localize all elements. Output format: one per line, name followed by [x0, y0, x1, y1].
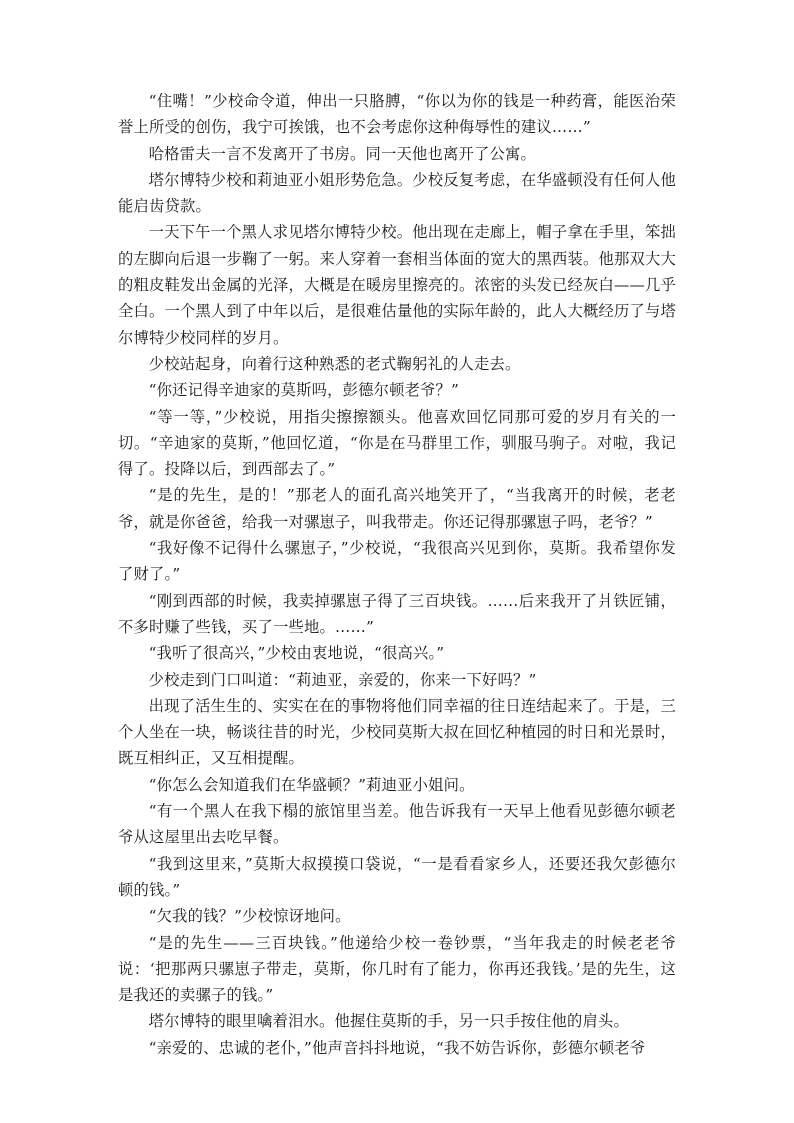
paragraph: 塔尔博特的眼里噙着泪水。他握住莫斯的手，另一只手按住他的肩头。 [148, 1012, 629, 1031]
paragraph: “住嘴！”少校命令道，伸出一只胳膊，“你以为你的钱是一种药膏，能医治荣誉上所受的创伤，我宁可挨饿，也不会考虑你这种侮辱性的建议……” [118, 92, 676, 137]
document-page [118, 88, 676, 1061]
paragraph: 塔尔博特少校和莉迪亚小姐形势危急。少校反复考虑，在华盛顿没有任何人他能启齿贷款。 [118, 170, 676, 216]
paragraph: “我听了很高兴，”少校由衷地说，“很高兴。” [148, 644, 445, 663]
paragraph: “是的先生——三百块钱。”他递给少校一卷钞票，“当年我走的时候老老爷说：‘把那两只骡崽子带走，莫斯，你几时有了能力，你再还我钱。’是的先生，这是我还的卖骡子的钱。” [118, 933, 676, 1005]
paragraph: 出现了活生生的、实实在在的事物将他们同幸福的往日连结起来了。于是，三个人坐在一块，畅谈往昔的时光，少校同莫斯大叔在回忆种植园的时日和光景时，既互相纠正，又互相提醒。 [118, 696, 676, 768]
paragraph: “我到这里来，”莫斯大叔摸摸口袋说，“一是看看家乡人，还要还我欠彭德尔顿的钱。” [118, 854, 676, 899]
paragraph: 少校走到门口叫道：“莉迪亚，亲爱的，你来一下好吗？” [148, 670, 537, 689]
paragraph: “亲爱的、忠诚的老仆，”他声音抖抖地说，“我不妨告诉你，彭德尔顿老爷 [148, 1038, 646, 1057]
paragraph: “有一个黑人在我下榻的旅馆里当差。他告诉我有一天早上他看见彭德尔顿老爷从这屋里出去吃早餐。 [118, 802, 676, 847]
paragraph: “我好像不记得什么骡崽子，”少校说，“我很高兴见到你，莫斯。我希望你发了财了。” [118, 539, 676, 584]
paragraph: 一天下午一个黑人求见塔尔博特少校。他出现在走廊上，帽子拿在手里，笨拙的左脚向后退一步鞠了一躬。来人穿着一套相当体面的宽大的黑西装。他那双大大的粗皮鞋发出金属的光泽，大概是在暖房里擦亮的。浓密的头发已经灰白——几乎全白。一个黑人到了中年以后，是很难估量他的实际年龄的，此人大概经历了与塔尔博特少校同样的岁月。 [118, 223, 676, 347]
paragraph: “等一等，”少校说，用指尖擦擦额头。他喜欢回忆同那可爱的岁月有关的一切。“辛迪家的莫斯，”他回忆道，“你是在马群里工作，驯服马驹子。对啦，我记得了。投降以后，到西部去了。” [118, 407, 676, 479]
paragraph: “你怎么会知道我们在华盛顿？”莉迪亚小姐问。 [148, 775, 475, 794]
paragraph: “是的先生，是的！”那老人的面孔高兴地笑开了，“当我离开的时候，老老爷，就是你爸爸，给我一对骡崽子，叫我带走。你还记得那骡崽子吗，老爷？” [118, 486, 676, 531]
paragraph: “你还记得辛迪家的莫斯吗，彭德尔顿老爷？” [148, 381, 460, 400]
paragraph: “欠我的钱？”少校惊讶地问。 [148, 907, 351, 926]
paragraph: 少校站起身，向着行这种熟悉的老式鞠躬礼的人走去。 [148, 354, 521, 373]
paragraph: 哈格雷夫一言不发离开了书房。同一天他也离开了公寓。 [148, 144, 537, 163]
paragraph: “刚到西部的时候，我卖掉骡崽子得了三百块钱。……后来我开了爿铁匠铺，不多时赚了些钱，买了一些地。……” [118, 591, 676, 636]
